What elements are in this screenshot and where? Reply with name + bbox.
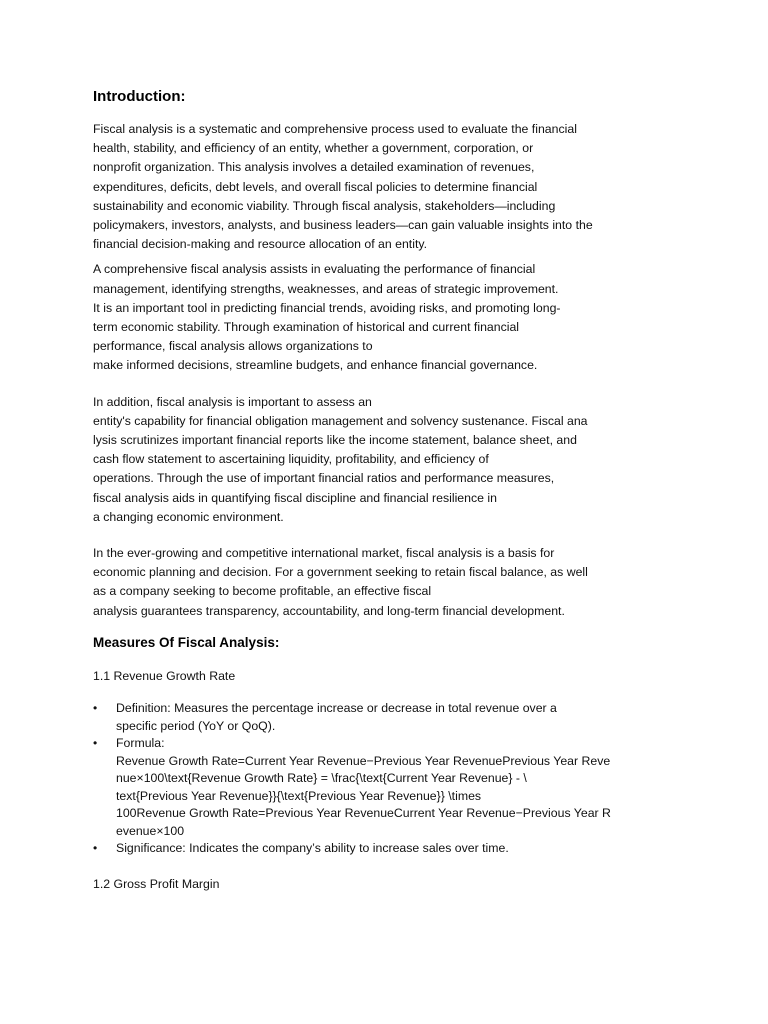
subsection-revenue-growth-rate: 1.1 Revenue Growth Rate xyxy=(93,668,236,683)
text-line: a changing economic environment. xyxy=(93,509,284,524)
text-line: as a company seeking to become profitable, an effective fiscal xyxy=(93,584,432,599)
text-line: policymakers, investors, analysts, and business leaders—can gain valuable insights into the xyxy=(93,218,593,233)
text-line: In addition, fiscal analysis is important to assess an xyxy=(93,394,372,409)
introduction-heading: Introduction: xyxy=(93,88,186,105)
text-line: text{Previous Year Revenue}}{\text{Previous Year Revenue}} \times xyxy=(116,788,482,803)
text-line: cash flow statement to ascertaining liquidity, profitability, and efficiency of xyxy=(93,452,489,467)
bullet-significance xyxy=(93,840,683,858)
text-line: In the ever-growing and competitive international market, fiscal analysis is a basis for xyxy=(93,546,555,561)
intro-paragraph-2 xyxy=(93,260,683,375)
text-line: • Definition: Measures the percentage increase or decrease in total revenue over a xyxy=(116,701,557,716)
text-line: fiscal analysis aids in quantifying fiscal discipline and financial resilience in xyxy=(93,490,497,505)
intro-paragraph-1 xyxy=(93,120,683,254)
text-line: health, stability, and efficiency of an entity, whether a government, corporation, or xyxy=(93,141,534,156)
text-line: expenditures, deficits, debt levels, and overall fiscal policies to determine financial xyxy=(93,179,538,194)
text-line: Fiscal analysis is a systematic and comprehensive process used to evaluate the financial xyxy=(93,122,577,136)
text-line: performance, fiscal analysis allows organizations to xyxy=(93,339,373,354)
text-line: A comprehensive fiscal analysis assists in evaluating the performance of financial xyxy=(93,262,536,277)
intro-paragraph-3 xyxy=(93,393,683,527)
text-line: economic planning and decision. For a government seeking to retain fiscal balance, as well xyxy=(93,565,588,580)
text-line: financial decision-making and resource allocation of an entity. xyxy=(93,237,428,252)
text-line: management, identifying strengths, weaknesses, and areas of strategic improvement. xyxy=(93,281,559,296)
revenue-growth-bullet-list xyxy=(93,700,683,858)
document-body xyxy=(93,86,683,908)
text-line: analysis guarantees transparency, accountability, and long-term financial development. xyxy=(93,603,565,618)
measures-heading: Measures Of Fiscal Analysis: xyxy=(93,634,280,650)
bullet-formula xyxy=(93,735,683,840)
text-line: nonprofit organization. This analysis involves a detailed examination of revenues, xyxy=(93,160,535,175)
text-line: make informed decisions, streamline budgets, and enhance financial governance. xyxy=(93,358,538,373)
text-line: 100Revenue Growth Rate=Previous Year RevenueCurrent Year Revenue−Previous Year R xyxy=(116,806,611,821)
text-line: evenue×100 xyxy=(116,823,185,838)
text-line: operations. Through the use of important financial ratios and performance measures, xyxy=(93,471,555,486)
subsection-gross-profit-margin: 1.2 Gross Profit Margin xyxy=(93,876,220,891)
text-line: nue×100\text{Revenue Growth Rate} = \frac{\text{Current Year Revenue} - \ xyxy=(116,771,527,786)
bullet-definition xyxy=(93,700,683,735)
text-line: specific period (YoY or QoQ). xyxy=(116,718,276,733)
text-line: term economic stability. Through examination of historical and current financial xyxy=(93,320,520,335)
intro-paragraph-4 xyxy=(93,544,683,621)
text-line: entity's capability for financial obligation management and solvency sustenance. Fiscal ana xyxy=(93,413,588,428)
text-line: lysis scrutinizes important financial reports like the income statement, balance sheet, and xyxy=(93,433,577,448)
text-line: It is an important tool in predicting financial trends, avoiding risks, and promoting long- xyxy=(93,300,561,315)
text-line: • Formula: xyxy=(116,736,165,751)
text-line: sustainability and economic viability. Through fiscal analysis, stakeholders—including xyxy=(93,198,556,213)
text-line: Revenue Growth Rate=Current Year Revenue−Previous Year RevenuePrevious Year Reve xyxy=(116,753,611,768)
text-line: • Significance: Indicates the company’s ability to increase sales over time. xyxy=(116,841,509,856)
